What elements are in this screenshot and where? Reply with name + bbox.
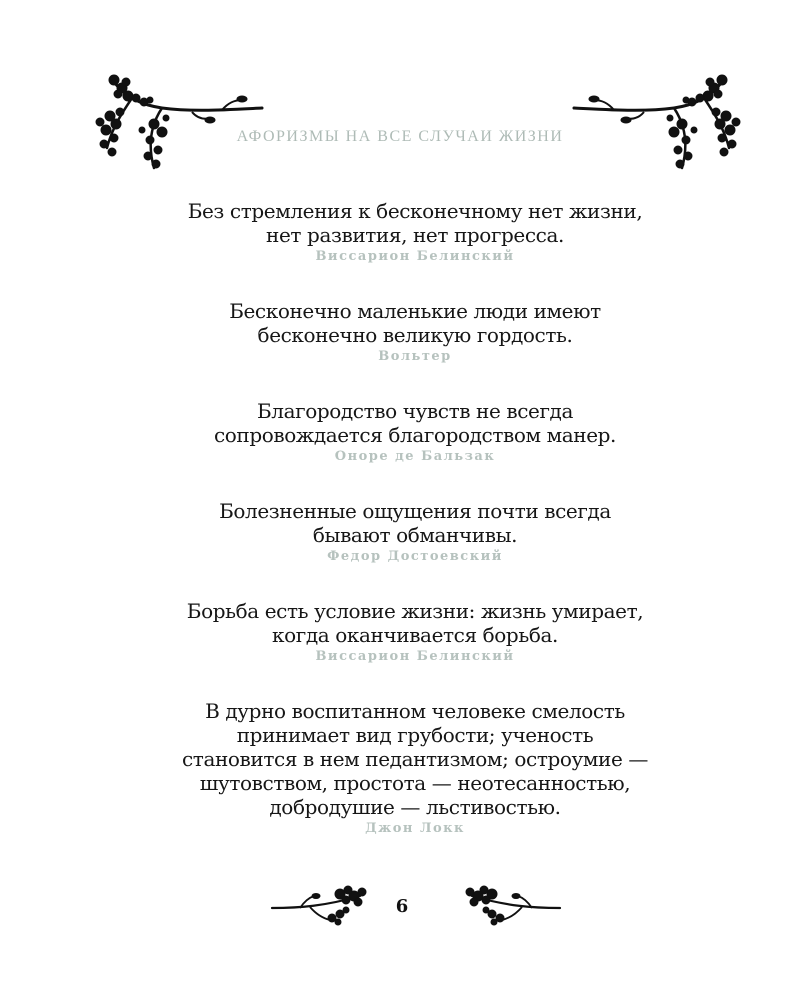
header-left-branch-icon bbox=[92, 68, 272, 178]
quote-line: Без стремления к бесконечному нет жизни, bbox=[187, 199, 643, 223]
quote-line: сопровождается благородством манер. bbox=[213, 423, 617, 447]
quote-line: шутовством, простота — неотесанностью, bbox=[199, 771, 631, 795]
quote-line: Бесконечно маленькие люди имеют bbox=[229, 299, 601, 323]
quote-line: когда оканчивается борьба. bbox=[272, 623, 558, 647]
quote-line: Борьба есть условие жизни: жизнь умирает, bbox=[186, 599, 644, 623]
quote-line: Болезненные ощущения почти всегда bbox=[219, 499, 611, 523]
quote-text bbox=[150, 199, 680, 247]
quote-author: Виссарион Белинский bbox=[315, 649, 515, 664]
quote-line: бывают обманчивы. bbox=[312, 523, 518, 547]
quote-item bbox=[150, 399, 680, 465]
quote-item bbox=[150, 199, 680, 265]
quote-text bbox=[150, 399, 680, 447]
quote-item bbox=[150, 499, 680, 565]
quote-line: добродушие — льстивостью. bbox=[269, 795, 561, 819]
quote-line: становится в нем педантизмом; остроумие — bbox=[182, 747, 648, 771]
quote-line: В дурно воспитанном человеке смелость bbox=[205, 699, 625, 723]
footer-left-sprig-icon bbox=[270, 884, 370, 928]
quote-text bbox=[150, 499, 680, 547]
quote-text bbox=[150, 699, 680, 819]
header-right-branch-icon bbox=[564, 68, 744, 178]
quote-item bbox=[150, 599, 680, 665]
quote-line: бесконечно великую гордость. bbox=[257, 323, 573, 347]
quote-author: Вольтер bbox=[378, 349, 452, 364]
quote-item bbox=[150, 299, 680, 365]
running-title: АФОРИЗМЫ НА ВСЕ СЛУЧАИ ЖИЗНИ bbox=[236, 128, 564, 145]
quote-item bbox=[150, 699, 680, 837]
quote-text bbox=[150, 599, 680, 647]
page-number: 6 bbox=[395, 896, 409, 917]
quote-author: Федор Достоевский bbox=[327, 549, 503, 564]
quote-line: Благородство чувств не всегда bbox=[257, 399, 573, 423]
quote-line: принимает вид грубости; ученость bbox=[236, 723, 594, 747]
quote-author: Виссарион Белинский bbox=[315, 249, 515, 264]
quotes-list bbox=[150, 199, 680, 837]
quote-author: Джон Локк bbox=[365, 821, 465, 836]
quote-text bbox=[150, 299, 680, 347]
footer-right-sprig-icon bbox=[462, 884, 562, 928]
quote-author: Оноре де Бальзак bbox=[334, 449, 496, 464]
quote-line: нет развития, нет прогресса. bbox=[266, 223, 564, 247]
